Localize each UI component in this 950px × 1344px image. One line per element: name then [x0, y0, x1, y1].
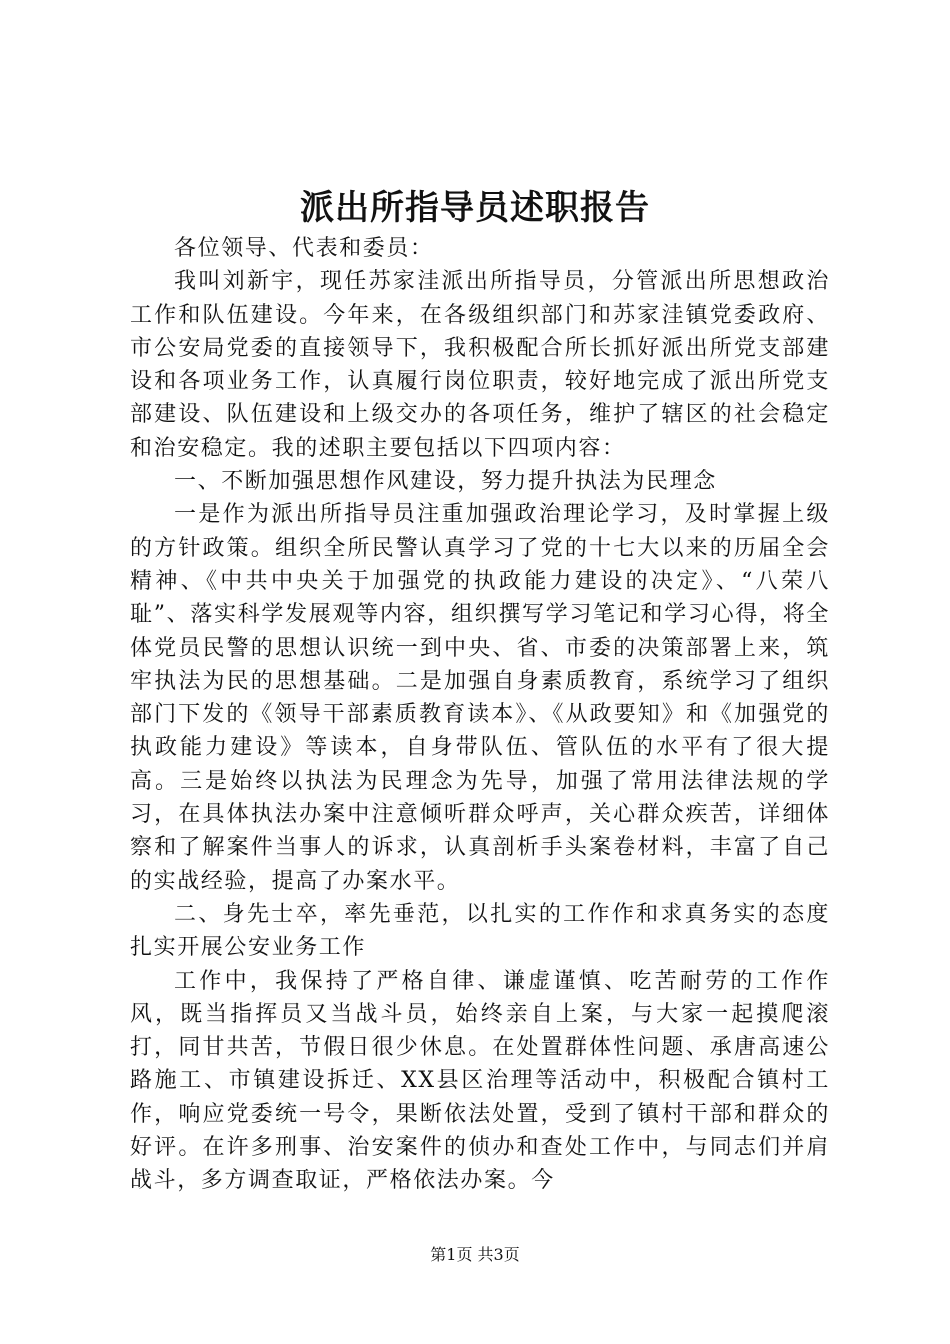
body-paragraph: 一是作为派出所指导员注重加强政治理论学习，及时掌握上级的方针政策。组织全所民警认真学习了党的十七大以来的历届全会精神、《中共中央关于加强党的执政能力建设的决定》、“八荣八耻”、落实科学发展观等内容，组织撰写学习笔记和学习心得，将全体党员民警的思想认识统一到中央、省、市委的决策部署上来，筑牢执法为民的思想基础。二是加强自身素质教育，系统学习了组织部门下发的《领导干部素质教育读本》、《从政要知》和《加强党的执政能力建设》等读本，自身带队伍、管队伍的水平有了很大提高。三是始终以执法为民理念为先导，加强了常用法律法规的学习，在具体执法办案中注意倾听群众呼声，关心群众疾苦，详细体察和了解案件当事人的诉求，认真剖析手头案卷材料，丰富了自己的实战经验，提高了办案水平。 [130, 502, 830, 894]
salutation-paragraph: 各位领导、代表和委员： [174, 236, 434, 261]
section-heading-1: 一、不断加强思想作风建设，努力提升执法为民理念 [174, 469, 717, 495]
body-paragraph: 工作中，我保持了严格自律、谦虚谨慎、吃苦耐劳的工作作风，既当指挥员又当战斗员，始终亲自上案，与大家一起摸爬滚打，同甘共苦，节假日很少休息。在处置群体性问题、承唐高速公路施工、市镇建设拆迁、XX县区治理等活动中，积极配合镇村工作，响应党委统一号令，果断依法处置，受到了镇村干部和群众的好评。在许多刑事、治安案件的侦办和查处工作中，与同志们并肩战斗，多方调查取证，严格依法办案。今 [130, 968, 830, 1194]
document-title: 派出所指导员述职报告 [300, 188, 650, 228]
section-heading-2: 二、身先士卒，率先垂范，以扎实的工作作和求真务实的态度扎实开展公安业务工作 [130, 901, 830, 961]
page-number-footer: 第1页 共3页 [430, 1245, 520, 1264]
intro-paragraph: 我叫刘新宇，现任苏家洼派出所指导员，分管派出所思想政治工作和队伍建设。今年来，在各级组织部门和苏家洼镇党委政府、市公安局党委的直接领导下，我积极配合所长抓好派出所党支部建设和各项业务工作，认真履行岗位职责，较好地完成了派出所党支部建设、队伍建设和上级交办的各项任务，维护了辖区的社会稳定和治安稳定。我的述职主要包括以下四项内容： [130, 269, 830, 461]
document-body [130, 232, 830, 1198]
